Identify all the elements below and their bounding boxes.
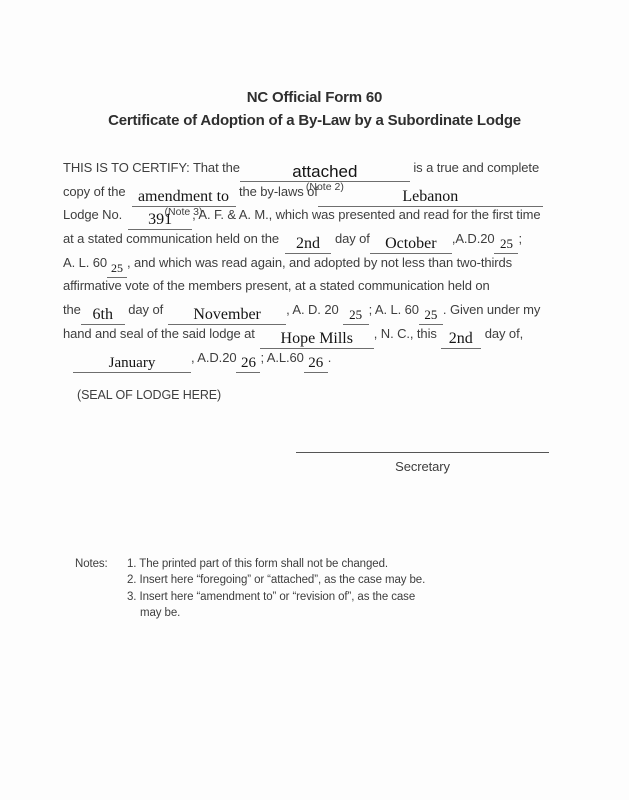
printed-text: affirmative vote of the members present, at a stated communication held on: [63, 278, 490, 294]
printed-text: A. L. 60: [63, 254, 108, 270]
form-subtitle: Certificate of Adoption of a By-Law by a Subordinate Lodge: [108, 112, 521, 129]
field-value: 2nd: [296, 235, 320, 253]
signature-line: [296, 452, 549, 453]
field-value: Lebanon: [402, 187, 459, 205]
printed-text: Lodge No.: [63, 207, 123, 223]
printed-text: at a stated communication held on the: [63, 231, 279, 247]
field-value: 25: [424, 307, 438, 323]
form-line: [63, 251, 549, 275]
field-amendment-or-revision: [132, 187, 236, 218]
field-adoption-year-ad: [343, 306, 369, 325]
printed-text: ; A. L. 60: [368, 302, 419, 318]
field-value: November: [193, 306, 261, 324]
footnotes-list: [127, 556, 425, 621]
printed-text: day of: [335, 231, 370, 247]
field-lodge-number: [128, 211, 192, 230]
printed-text: , A.D.20: [191, 349, 237, 365]
field-value: attached: [292, 162, 358, 181]
footnote-item: 3. Insert here “amendment to” or “revision of”, as the case: [127, 590, 416, 603]
field-value: amendment to: [137, 187, 230, 205]
field-adoption-month: [168, 306, 286, 325]
field-signing-year-al: [304, 354, 328, 373]
field-value: Hope Mills: [280, 329, 353, 347]
field-first-reading-year-al: [107, 259, 127, 278]
form-line: [63, 298, 549, 322]
printed-text: the: [63, 302, 81, 318]
form-line: [63, 227, 549, 251]
printed-text: . Given under my: [442, 302, 541, 318]
note-2-reference: (Note 2): [305, 181, 344, 193]
printed-text: day of,: [484, 325, 524, 341]
printed-text: .: [327, 349, 332, 365]
footnote-item: 1. The printed part of this form shall not be changed.: [127, 558, 388, 571]
field-adoption-year-al: [419, 306, 443, 325]
footnote-item-continuation: may be.: [140, 606, 181, 619]
footnotes-label: Notes:: [75, 558, 108, 571]
printed-text: hand and seal of the said lodge at: [63, 325, 255, 341]
title-block: [0, 0, 629, 132]
field-lodge-name: [318, 188, 543, 207]
signature-block: [296, 452, 549, 474]
printed-text: , A. D. 20: [286, 302, 339, 318]
field-value: 26: [240, 354, 256, 371]
printed-text: , and which was read again, and adopted by not less than two-thirds: [127, 254, 513, 270]
printed-text: is a true and complete: [409, 160, 540, 175]
field-signing-year-ad: [236, 354, 260, 373]
form-line: [63, 203, 549, 227]
field-value: 25: [499, 236, 513, 252]
field-value: 2nd: [448, 329, 473, 347]
field-signing-day: [441, 330, 481, 349]
printed-text: , N. C., this: [373, 325, 437, 341]
field-lodge-location: [260, 330, 374, 349]
field-first-reading-month: [370, 235, 452, 254]
field-first-reading-day: [285, 235, 331, 254]
field-value: 25: [111, 260, 124, 275]
printed-text: the by-laws of: [235, 183, 318, 199]
field-signing-month: [73, 354, 191, 373]
form-line: [63, 322, 549, 346]
printed-text: copy of the: [63, 183, 126, 199]
printed-text: THIS IS TO CERTIFY: That the: [63, 160, 240, 175]
printed-text: ;: [518, 231, 522, 247]
printed-text: , A. F. & A. M., which was presented and read for the first time: [192, 207, 541, 223]
footnotes: [75, 556, 549, 621]
form-number-title: NC Official Form 60: [246, 89, 383, 106]
note-3-reference: (Note 3): [164, 205, 203, 218]
signature-role-label: Secretary: [395, 459, 450, 475]
printed-text: day of: [124, 302, 164, 318]
field-value: January: [108, 354, 156, 371]
footnote-item: 2. Insert here “foregoing” or “attached”, as the case may be.: [127, 574, 426, 587]
field-value: 6th: [92, 306, 113, 324]
field-value: 391: [148, 211, 173, 229]
field-value: 25: [349, 307, 363, 323]
field-adoption-day: [81, 306, 125, 325]
printed-text: ; A.L.60: [260, 349, 304, 365]
field-value: 26: [308, 354, 324, 371]
form-line: [63, 274, 549, 298]
field-value: October: [385, 235, 437, 253]
printed-text: ,A.D.20: [451, 231, 495, 247]
field-first-reading-year-ad: [494, 235, 518, 254]
certificate-body: [0, 156, 629, 621]
seal-placeholder-text: (SEAL OF LODGE HERE): [77, 388, 222, 403]
form-line: [63, 346, 549, 370]
